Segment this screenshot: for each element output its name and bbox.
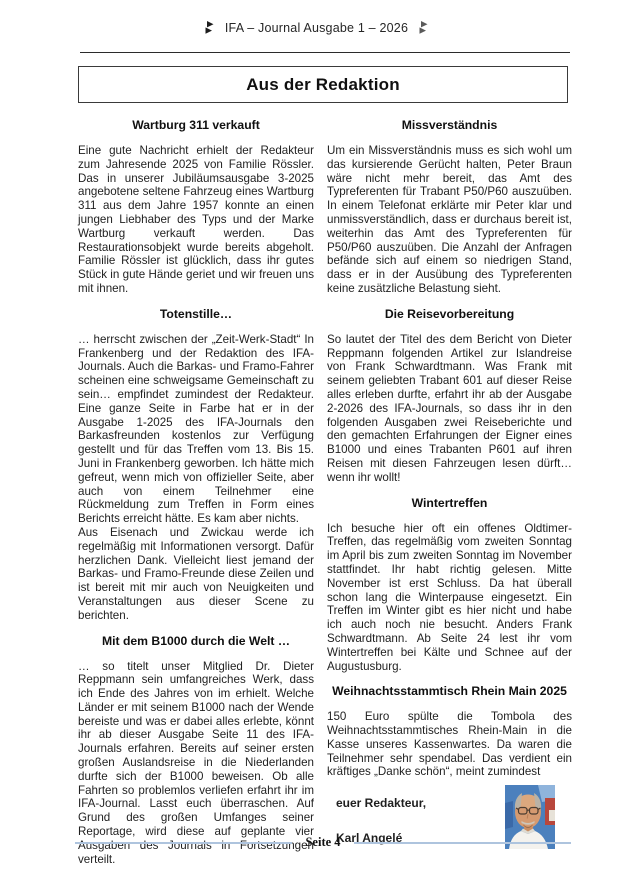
journal-title: IFA – Journal Ausgabe 1 – 2026 [224, 21, 409, 35]
page-footer [75, 835, 571, 850]
article-paragraph: … herrscht zwischen der „Zeit-Werk-Stadt“ In Frankenberg und der Redaktion des IFA-Journals. Auch die Barkas- und Framo-Fahrer scheinen eine schweigsame Gemeinschaft zu sein… empfindet zumindest der Redakteur. Eine ganze Seite in Farbe hat er in der Ausgabe 1-2025 des IFA-Journals den Barkasfreunden kostenlos zur Verfügung gestellt und für das Treffen vom 13. Bis 15. Juni in Frankenberg geworben. Ich hätte mich gefreut, wenn mich von offizieller Seite, aber auch von einem Teilnehmer eine Rückmeldung zum Treffen in Form eines Berichts erreicht hätte. Es kam aber nichts. [78, 332, 314, 526]
article-paragraph: Eine gute Nachricht erhielt der Redakteur zum Jahresende 2025 von Familie Rössler. Das in unserer Jubiläumsausgabe 3-2025 angebotene seltene Fahrzeug eines Wartburg 311 aus dem Jahre 1957 konnte an einen jungen Liebhaber des Typs und der Marke Wartburg verkauft werden. Das Restaurationsobjekt wurde bereits abgeholt. Familie Rössler ist glücklich, dass ihr gutes Stück in gute Hände geriet und wir freuen uns mit ihnen. [78, 144, 314, 295]
section-title-box [78, 66, 568, 103]
article-section [78, 634, 314, 867]
article-section [327, 496, 572, 674]
article-paragraph: So lautet der Titel des dem Bericht von Dieter Reppmann folgenden Artikel zur Islandreise von Frank Schwardtmann. Was Frank mit seinem geliebten Trabant 601 auf dieser Reise alles erleben durfte, erfahrt ihr ab der Ausgabe 2-2026 des IFA-Journals, so dass ihr in den folgenden Ausgaben zwei Reiseberichte und den gemachten Erfahrungen der Eigner eines B1000 und eines Trabanten P601 auf ihren Reisen mit diesen Fahrzeugen lesen dürft… wenn ihr wollt! [327, 332, 572, 484]
fleuron-icon [205, 21, 214, 37]
header-divider [80, 52, 570, 53]
page-header [0, 21, 633, 37]
article-section [327, 307, 572, 485]
article-heading: Totenstille… [159, 306, 233, 321]
article-section [78, 307, 314, 623]
article-heading: Wintertreffen [411, 495, 488, 510]
fleuron-icon [419, 21, 428, 37]
footer-rule-right [354, 842, 571, 844]
page-title: Aus der Redaktion [246, 74, 400, 94]
article-paragraph: … so titelt unser Mitglied Dr. Dieter Reppmann sein umfangreiches Werk, dass ich Ende des Jahres von im erhielt. Welche Länder er mit seinem B1000 nach der Wende bereiste und was er dabei alles erlebte, könnt ihr ab dieser Ausgabe Seite 11 des IFA-Journals erfahren. Bereits auf seiner ersten großen Auslandsreise in die Niederlanden durfte sich der B1000 beweisen. Ob alle Fahrten so problemlos verliefen erfahrt ihr im IFA-Journal. Lasst euch überraschen. Auf Grund des großen Umfanges seiner Reportage, wird diese auf geplante vier Ausgaben des Journals in Fortsetzungen verteilt. [78, 659, 314, 866]
article-heading: Die Reisevorbereitung [384, 306, 515, 321]
article-paragraph: Um ein Missverständnis muss es sich wohl um das kursierende Gerücht halten, Peter Braun wäre nicht mehr bereit, das Amt des Typreferenten für Trabant P50/P60 auszuüben. In einem Telefonat erklärte mir Peter klar und unmissverständlich, dass er durchaus bereit ist, weiterhin das Amt des Typreferenten für P50/P60 auszuüben. Die Anzahl der Anfragen befände sich auf einem so niedrigen Stand, dass er in der Ausübung des Typreferenten keine zusätzliche Belastung sieht. [327, 144, 572, 295]
article-paragraph: Aus Eisenach und Zwickau werde ich regelmäßig mit Informationen versorgt. Dafür herzlichen Dank. Vielleicht liest jemand der Barkas- und Framo-Freunde diese Zeilen und ist bereit mit mir auch von Neuigkeiten und Veranstaltungen aus dieser Scene zu berichten. [78, 525, 314, 622]
article-heading: Mit dem B1000 durch die Welt … [101, 633, 291, 648]
signature-block [327, 783, 572, 867]
article-columns [78, 118, 572, 867]
article-section [327, 684, 572, 779]
right-column [327, 118, 572, 867]
article-heading: Missverständnis [401, 118, 498, 132]
article-paragraph: 150 Euro spülte die Tombola des Weihnachtsstammtisches Rhein-Main in die Kasse unseres Kassenwartes. Da waren die Teilnehmer sehr spendabel. Das verdient ein kräftiges „Danke schön“, meint zumindest [327, 710, 572, 779]
article-paragraph: Ich besuche hier oft ein offenes Oldtimer-Treffen, das regelmäßig vom zweiten Sonntag im April bis zum zweiten Sonntag im November stattfindet. Ihr habt richtig gelesen. Mitte November ist erst Schluss. Da hat überall schon lang die Winterpause eingesetzt. Ein Treffen im Winter gibt es hier nicht und habe ich auch noch nie besucht. Anders Frank Schwardtmann. Ab Seite 24 lest ihr vom Wintertreffen bei Kälte und Schnee auf der Augustusburg. [327, 521, 572, 673]
page-number: Seite 4 [305, 835, 341, 849]
article-section [327, 118, 572, 296]
article-section [78, 118, 314, 296]
article-heading: Weihnachtsstammtisch Rhein Main 2025 [332, 684, 567, 699]
article-heading: Wartburg 311 verkauft [132, 118, 260, 132]
footer-rule-left [75, 842, 292, 844]
left-column [78, 118, 314, 867]
signature-text [327, 783, 426, 867]
signature-role: euer Redakteur, [336, 796, 427, 811]
signature-name: Karl Angelé [336, 831, 403, 846]
